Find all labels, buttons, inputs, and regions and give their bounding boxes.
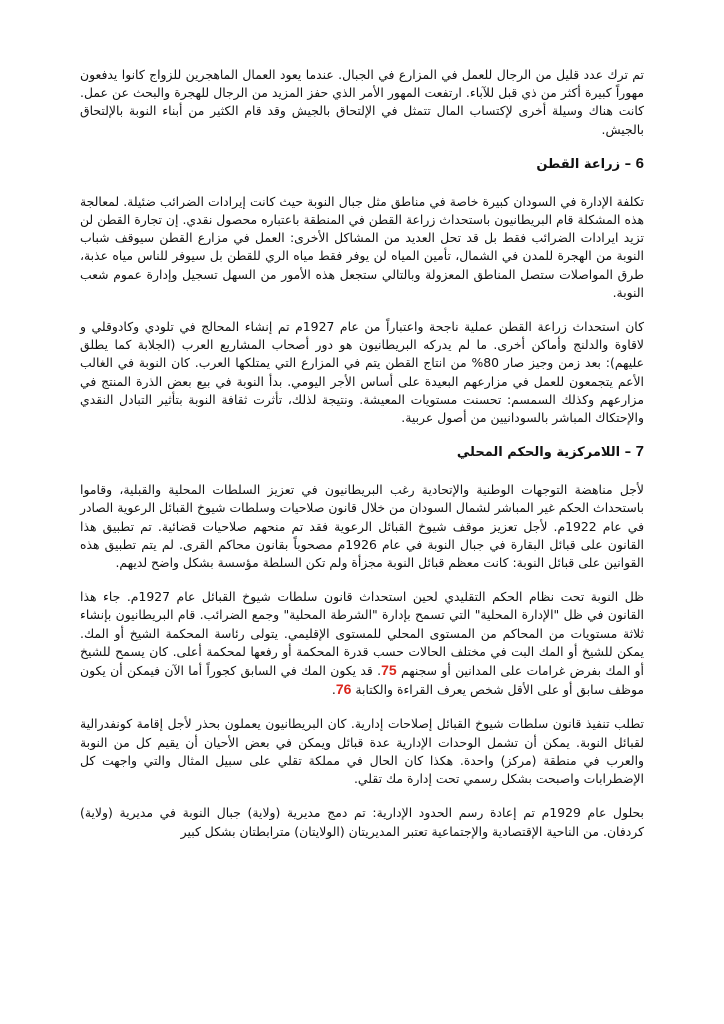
section-6-title: – زراعة القطن [536,156,632,172]
section-7-paragraph-2-text: ظل النوبة تحت نظام الحكم التقليدي لحين استحداث قانون سلطات شيوخ القبائل عام 1927م. جاء هذا القانون في ظل "الإدارة المحلية" التي تسمح بإدارة "الشرطة المحلية" وجمع الضرائب. قام البريطانيون بإنشاء ثلاثة مستويات من المحاكم من المستوى المحلي للمستوى الإقليمي. يتولى رئاسة المحكمة الشيخ أو المك. يمكن للشيخ أو المك البت في مختلف الحالات حسب قدرة المحكمة أو رفعها لمحكمة أعلى. كان يسمح للشيخ أو المك بفرض غرامات على المدانين أو سجنهم [80,589,644,679]
section-7-paragraph-2 [80,588,644,699]
section-6-number: 6 [635,154,644,172]
section-7-paragraph-4: بحلول عام 1929م تم إعادة رسم الحدود الإدارية: تم دمج مديرية (ولاية) جبال النوبة في مديرية (ولاية) كردفان. من الناحية الإقتصادية والإجتماعية تعتبر المديريتان (الولايتان) مترابطتان بشكل كبير [80,805,644,839]
section-6-paragraph-1: تكلفة الإدارة في السودان كبيرة خاصة في مناطق مثل جبال النوبة حيث كانت إيرادات الضرائب ضئيلة. لمعالجة هذه المشكلة قام البريطانيون باستحداث زراعة القطن في المنطقة باعتباره محصول نقدي. إن تجارة القطن لن تزيد ايرادات الضرائب فقط بل قد تحل العديد من المشاكل الأخرى: العمل في مزارع القطن سيوقف شباب النوبة من الهجرة للمدن في الشمال، تأمين المياه لن يوفر فقط مياه الري للقطن بل سيوفر للناس مياه عذبة، طرق المواصلات ستصل المناطق المعزولة وبالتالي ستجعل هذه الأمور من السهل تسجيل وإدارة عموم شعب النوبة. [80,193,644,300]
footnote-mark-75: 75 [381,662,397,679]
section-6-heading [80,155,644,174]
section-7-number: 7 [635,443,644,461]
intro-paragraph: تم ترك عدد قليل من الرجال للعمل في المزارع في الجبال. عندما يعود العمال الماهجرين للزواج كانوا يدفعون مهوراً كبيرة أكثر من ذي قبل للآباء. ارتفعت المهور الأمر الذي حفز المزيد من الرجال للهجرة والبحث عن عمل. كانت هناك وسيلة أخرى لإكتساب المال تتمثل في الإلتحاق بالجيش وقد قام الكثير من أبناء النوبة بالإلتحاق بالجيش. [80,67,644,137]
section-7-paragraph-2-middle: . قد يكون المك في السابق كجوراً أما الآن فيمكن أن يكون موظف سابق أو على الأقل شخص يعرف القراءة والكتابة [80,663,644,698]
section-7-paragraph-3: تطلب تنفيذ قانون سلطات شيوخ القبائل إصلاحات إدارية. كان البريطانيون يعملون بحذر لأجل إقامة كونفدرالية لقبائل النوبة. يمكن أن تشمل الوحدات الإدارية عدة قبائل ويمكن في بعض الأحيان أن يقيم كل من النوبة والعرب في منطقة (مركز) واحدة. هكذا كان الحال في مملكة تقلي على سبيل المثال والتي واجهت كل الإضطرابات واصبحت بشكل رسمي تحت إدارة مك تقلي. [80,716,644,787]
section-7-title: – اللامركزية والحكم المحلي [456,445,632,461]
section-7-paragraph-1: لأجل مناهضة التوجهات الوطنية والإتحادية رغب البريطانيون في تعزيز السلطات المحلية والقبلية، وقاموا باستحداث الحكم غير المباشر لشمال السودان من خلال قانون صلاحيات وسلطات شيوخ القبائل الرعوية الصادر في عام 1922م. لأجل تعزيز موقف شيوخ القبائل الرعوية فقد تم منحهم صلاحيات قضائية. تم تطبيق هذا القانون على قبائل البقارة في جبال النوبة في عام 1926م مصحوباً بقانون محاكم القرى. لم يتم تطبيق هذه القوانين على قبائل النوبة: كانت معظم قبائل النوبة مجزأة ولم تكن السلطة مؤسسة بشكل واضح لديهم. [80,482,644,571]
section-6-paragraph-2: كان استحداث زراعة القطن عملية ناجحة واعتباراً من عام 1927م تم إنشاء المحالج في تلودي وكادوقلي و لاقاوة والدلنج وأماكن أخرى. ما لم يدركه البريطانيون هو دور أصحاب المشاريع العرب (الجلابة كما يطلق عليهم): بعد زمن وجيز صار 80% من انتاج القطن يتم في المزارع التي يمتلكها العرب. كان النوبة في الغالب الأعم يتجمعون للعمل في مزارعهم البعيدة على أساس الأجر اليومي. بدأ النوبة في بيع بعض الذرة المنتج في مزارعهم وكذلك السمسم: تحسنت مستويات المعيشة. ونتيجة لذلك، تأثرت ثقافة النوبة بتأثير التبادل النقدي والإحتكاك المباشر بالسودانيين من أصول عربية. [80,319,645,426]
section-7-paragraph-2-end: . [331,682,336,698]
section-7-heading [80,443,644,462]
footnote-mark-76: 76 [335,681,352,698]
